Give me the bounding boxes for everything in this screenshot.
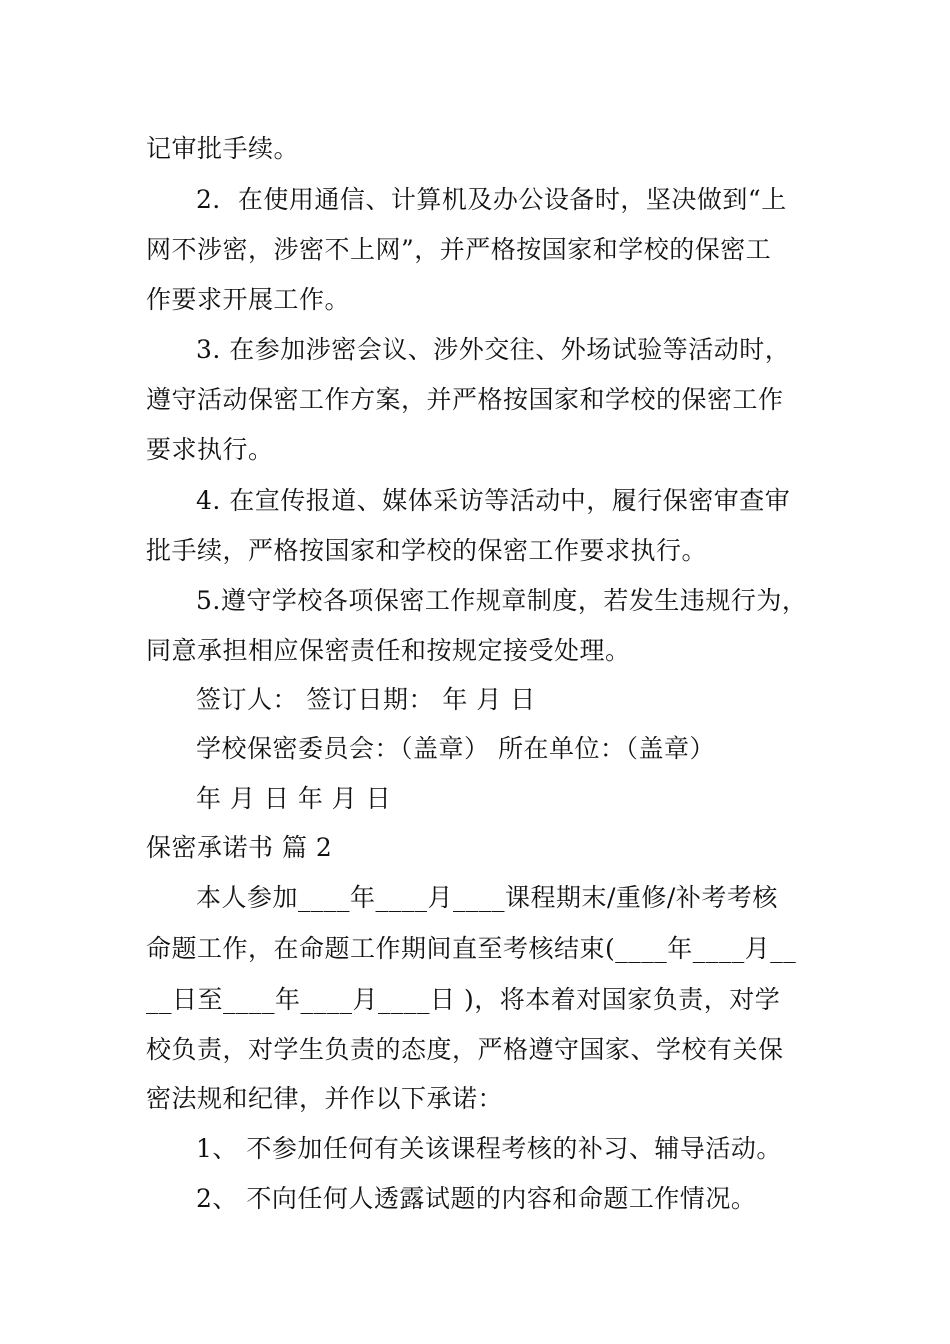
text-line-10: 5.遵守学校各项保密工作规章制度，若发生违规行为，: [196, 586, 808, 615]
text-line-4: 作要求开展工作。: [146, 285, 351, 314]
text-line-8: 4. 在宣传报道、媒体采访等活动中，履行保密审查审: [196, 486, 791, 515]
pledge-item-1: 1、 不参加任何有关该课程考核的补习、辅导活动。: [196, 1134, 782, 1163]
text-line-3: 网不涉密，涉密不上网”，并严格按国家和学校的保密工: [146, 235, 772, 264]
pledge-item-2: 2、 不向任何人透露试题的内容和命题工作情况。: [196, 1184, 757, 1213]
text-line-1: 记审批手续。: [146, 134, 300, 163]
text-line-11: 同意承担相应保密责任和按规定接受处理。: [146, 636, 631, 665]
date-line: 年 月 日 年 月 日: [196, 784, 392, 813]
text-line-18: __日至____年____月____日 )，将本着对国家负责，对学: [146, 985, 781, 1014]
text-line-5: 3. 在参加涉密会议、涉外交往、外场试验等活动时，: [196, 335, 791, 364]
text-line-9: 批手续，严格按国家和学校的保密工作要求执行。: [146, 536, 708, 565]
section-heading: 保密承诺书 篇 2: [146, 833, 333, 862]
text-line-20: 密法规和纪律，并作以下承诺：: [146, 1084, 504, 1113]
text-line-16: 本人参加____年____月____课程期末/重修/补考考核: [196, 883, 778, 912]
text-line-19: 校负责，对学生负责的态度，严格遵守国家、学校有关保: [146, 1035, 784, 1064]
text-line-7: 要求执行。: [146, 435, 274, 464]
text-line-6: 遵守活动保密工作方案，并严格按国家和学校的保密工作: [146, 385, 784, 414]
seal-line: 学校保密委员会：（盖章） 所在单位：（盖章）: [196, 734, 715, 763]
text-line-17: 命题工作，在命题工作期间直至考核结束(____年____月__: [146, 934, 797, 963]
text-line-2: 2．在使用通信、计算机及办公设备时，坚决做到“上: [196, 185, 787, 214]
signature-line: 签订人： 签订日期： 年 月 日: [196, 685, 536, 714]
